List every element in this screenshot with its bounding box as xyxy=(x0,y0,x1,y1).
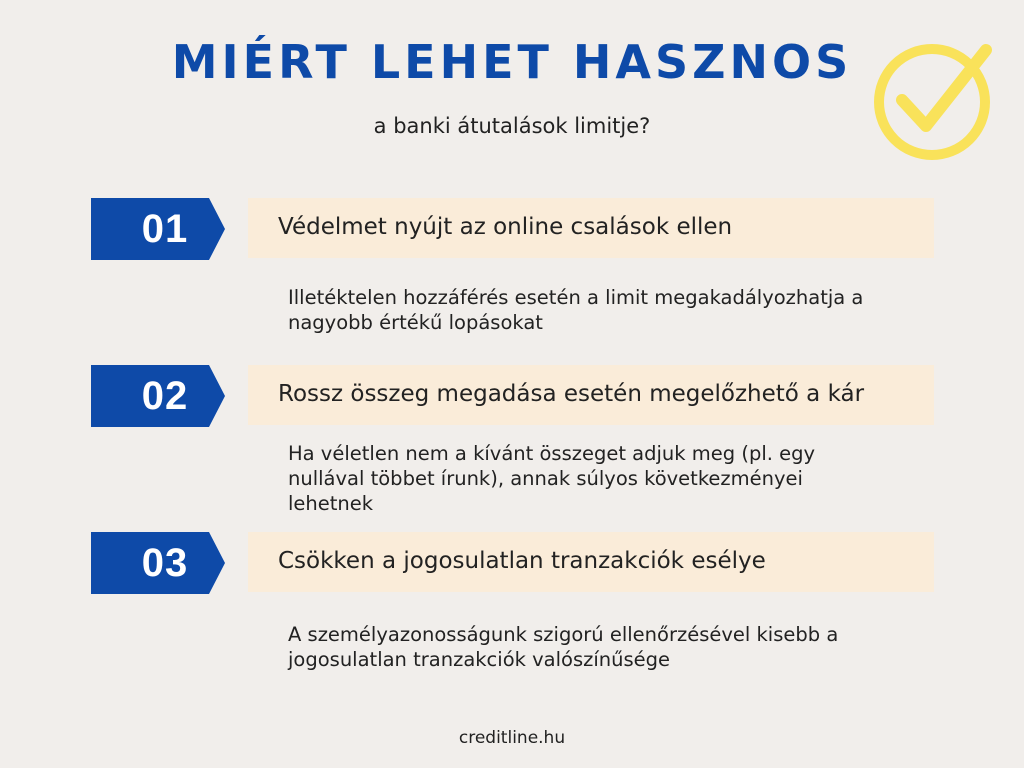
page-subtitle: a banki átutalások limitje? xyxy=(373,114,651,138)
item-description: Illetéktelen hozzáférés esetén a limit megakadályozhatja a nagyobb értékű lopásokat xyxy=(288,286,864,334)
item-description: Ha véletlen nem a kívánt összeget adjuk meg (pl. egy nullával többet írunk), annak súlyos következményei lehetnek xyxy=(288,442,816,515)
number-badge-02 xyxy=(91,365,225,427)
item-heading: Rossz összeg megadása esetén megelőzhető a kár xyxy=(278,381,865,407)
page-title: MIÉRT LEHET HASZNOS xyxy=(171,35,853,89)
item-heading: Csökken a jogosulatlan tranzakciók esélye xyxy=(278,548,766,574)
item-heading-box xyxy=(248,532,934,592)
check-circle-icon xyxy=(872,38,996,162)
item-heading-box xyxy=(248,365,934,425)
footer-site-link: creditline.hu xyxy=(458,728,566,748)
number-badge-01 xyxy=(91,198,225,260)
item-description: A személyazonosságunk szigorú ellenőrzésével kisebb a jogosulatlan tranzakciók valószínűsége xyxy=(288,623,839,671)
item-number: 02 xyxy=(141,374,189,418)
number-badge-03 xyxy=(91,532,225,594)
item-heading-box xyxy=(248,198,934,258)
item-number: 01 xyxy=(141,207,189,251)
item-number: 03 xyxy=(141,541,189,585)
item-heading: Védelmet nyújt az online csalások ellen xyxy=(278,214,733,240)
